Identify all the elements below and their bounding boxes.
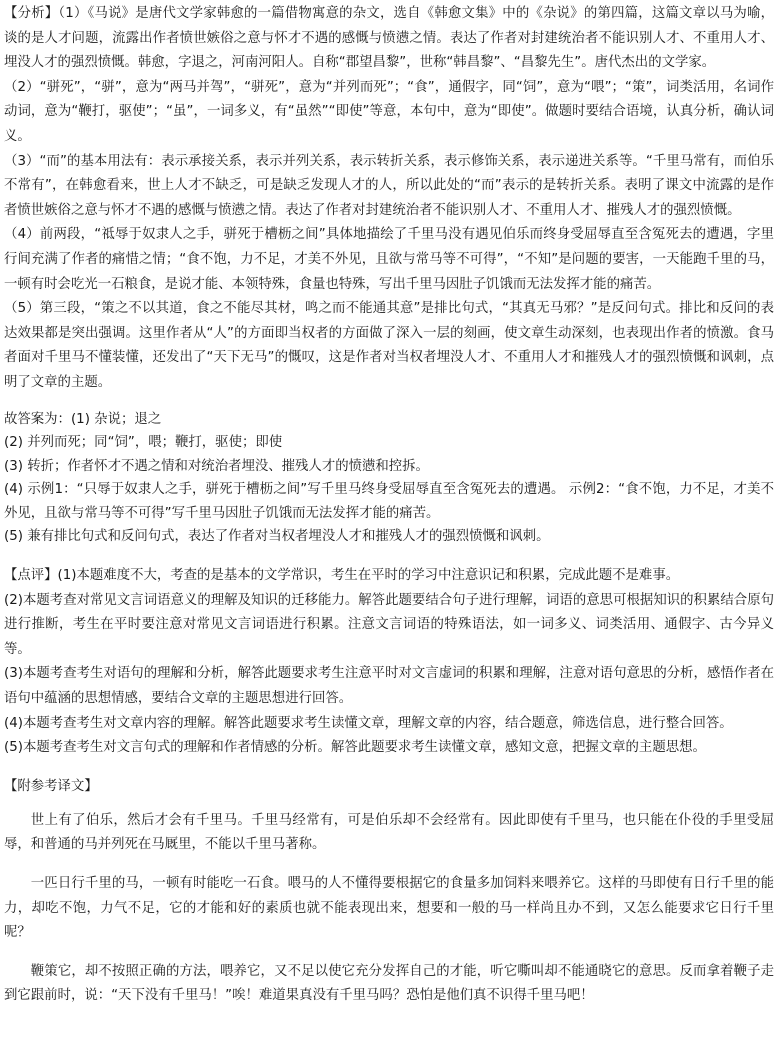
analysis-paragraph-3: （3）“而”的基本用法有：表示承接关系，表示并列关系，表示转折关系，表示修饰关系，表示递进关系等。“千里马常有，而伯乐不常有”，在韩愈看来，世上人才不缺乏，可是缺乏发现人才的人，所以此处的“而”表示的是转折关系。表明了课文中流露的是作者愤世嫉俗之意与怀才不遇的感慨与愤懑之情。表达了作者对封建统治者不能识别人才、不重用人才、摧残人才的强烈愤慨。	[4, 153, 774, 218]
analysis-paragraph-2: （2）“骈死”，“骈”，意为“两马并驾”，“骈死”，意为“并列而死”；“食”，通假字，同“饲”，意为“喂”；“策”，词类活用，名词作动词，意为“鞭打，驱使”；“虽”，一词多义，有“虽然”“即使”等意，本句中，意为“即使”。做题时要结合语境，认真分析，确认词义。	[4, 79, 774, 144]
analysis-section	[4, 2, 774, 396]
translation-section	[4, 775, 774, 1009]
comment-section	[4, 564, 774, 761]
comment-line-5: (5)本题考查考生对文言句式的理解和作者情感的分析。解答此题要求考生读懂文章，感知文意，把握文章的主题思想。	[4, 740, 706, 756]
translation-heading: 【附参考译文】	[4, 778, 98, 794]
translation-paragraph-1: 世上有了伯乐，然后才会有千里马。千里马经常有，可是伯乐却不会经常有。因此即使有千里马，也只能在仆役的手里受屈辱，和普通的马并列死在马厩里，不能以千里马著称。	[4, 812, 774, 853]
answer-line-4: (4) 示例1：“只辱于奴隶人之手，骈死于槽枥之间”写千里马终身受屈辱直至含冤死去的遭遇。 示例2：“食不饱，力不足，才美不外见，且欲与常马等不可得”写千里马因肚子饥饿而无法发挥才能的痛苦。	[4, 482, 774, 521]
translation-paragraph-2: 一匹日行千里的马，一顿有时能吃一石食。喂马的人不懂得要根据它的食量多加饲料来喂养它。这样的马即使有日行千里的能力，却吃不饱，力气不足，它的才能和好的素质也就不能表现出来，想要和一般的马一样尚且办不到，又怎么能要求它日行千里呢？	[4, 876, 774, 941]
answer-line-1: 故答案为：(1) 杂说；退之	[4, 411, 162, 427]
answer-line-3: (3) 转折；作者怀才不遇之情和对统治者埋没、摧残人才的愤懑和控拆。	[4, 458, 429, 474]
analysis-paragraph-1: 【分析】（1）《马说》是唐代文学家韩愈的一篇借物寓意的杂文，选自《韩愈文集》中的《杂说》的第四篇，这篇文章以马为喻，谈的是人才问题，流露出作者愤世嫉俗之意与怀才不遇的感慨与愤懑之情。表达了作者对封建统治者不能识别人才、不重用人才、埋没人才的强烈愤慨。韩愈，字退之，河南河阳人。自称“郡望昌黎”，世称“韩昌黎”、“昌黎先生”。唐代杰出的文学家。	[4, 6, 774, 71]
comment-line-3: (3)本题考查考生对语句的理解和分析，解答此题要求考生注意平时对文言虚词的积累和理解，注意对语句意思的分析，感悟作者在语句中蕴涵的思想情感，要结合文章的主题思想进行回答。	[4, 666, 774, 707]
answer-line-2: (2) 并列而死；同“饲”，喂；鞭打，驱使；即使	[4, 435, 283, 451]
comment-line-4: (4)本题考查考生对文章内容的理解。解答此题要求考生读懂文章，理解文章的内容，结合题意，筛选信息，进行整合回答。	[4, 715, 733, 731]
translation-paragraph-3: 鞭策它，却不按照正确的方法，喂养它，又不足以使它充分发挥自己的才能，听它嘶叫却不能通晓它的意思。反而拿着鞭子走到它跟前时，说：“天下没有千里马！”唉！难道果真没有千里马吗？恐怕是他们真不识得千里马吧！	[4, 963, 774, 1004]
analysis-paragraph-4: （4）前两段，“祗辱于奴隶人之手，骈死于槽枥之间”具体地描绘了千里马没有遇见伯乐而终身受屈辱直至含冤死去的遭遇，字里行间充满了作者的痛惜之情；“食不饱，力不足，才美不外见，且欲与常马等不可得”，“不知”是问题的要害，一天能跑千里的马，一顿有时会吃光一石粮食，是说才能、本领特殊，食量也特殊，写出千里马因肚子饥饿而无法发挥才能的痛苦。	[4, 227, 774, 292]
analysis-paragraph-5: （5）第三段，“策之不以其道，食之不能尽其材，鸣之而不能通其意”是排比句式，“其真无马邪？”是反问句式。排比和反问的表达效果都是突出强调。这里作者从“人”的方面即当权者的方面做了深入一层的刻画，使文章生动深刻，也表现出作者的愤激。食马者面对千里马不懂装懂，还发出了“天下无马”的慨叹，这是作者对当权者埋没人才、不重用人才和摧残人才的强烈愤慨和讽刺，点明了文章的主题。	[4, 301, 774, 390]
comment-line-1: 【点评】(1)本题难度不大，考查的是基本的文学常识，考生在平时的学习中注意识记和积累，完成此题不是难事。	[4, 568, 680, 584]
answer-line-5: (5) 兼有排比句式和反问句式，表达了作者对当权者埋没人才和摧残人才的强烈愤慨和讽刺。	[4, 529, 550, 545]
comment-line-2: (2)本题考查对常见文言词语意义的理解及知识的迁移能力。解答此题要结合句子进行理解，词语的意思可根据知识的积累结合原句进行推断，考生在平时要注意对常见文言词语进行积累。注意文言词语的特殊语法，如一词多义、词类活用、通假字、古今异义等。	[4, 592, 774, 657]
answers-section	[4, 408, 774, 550]
